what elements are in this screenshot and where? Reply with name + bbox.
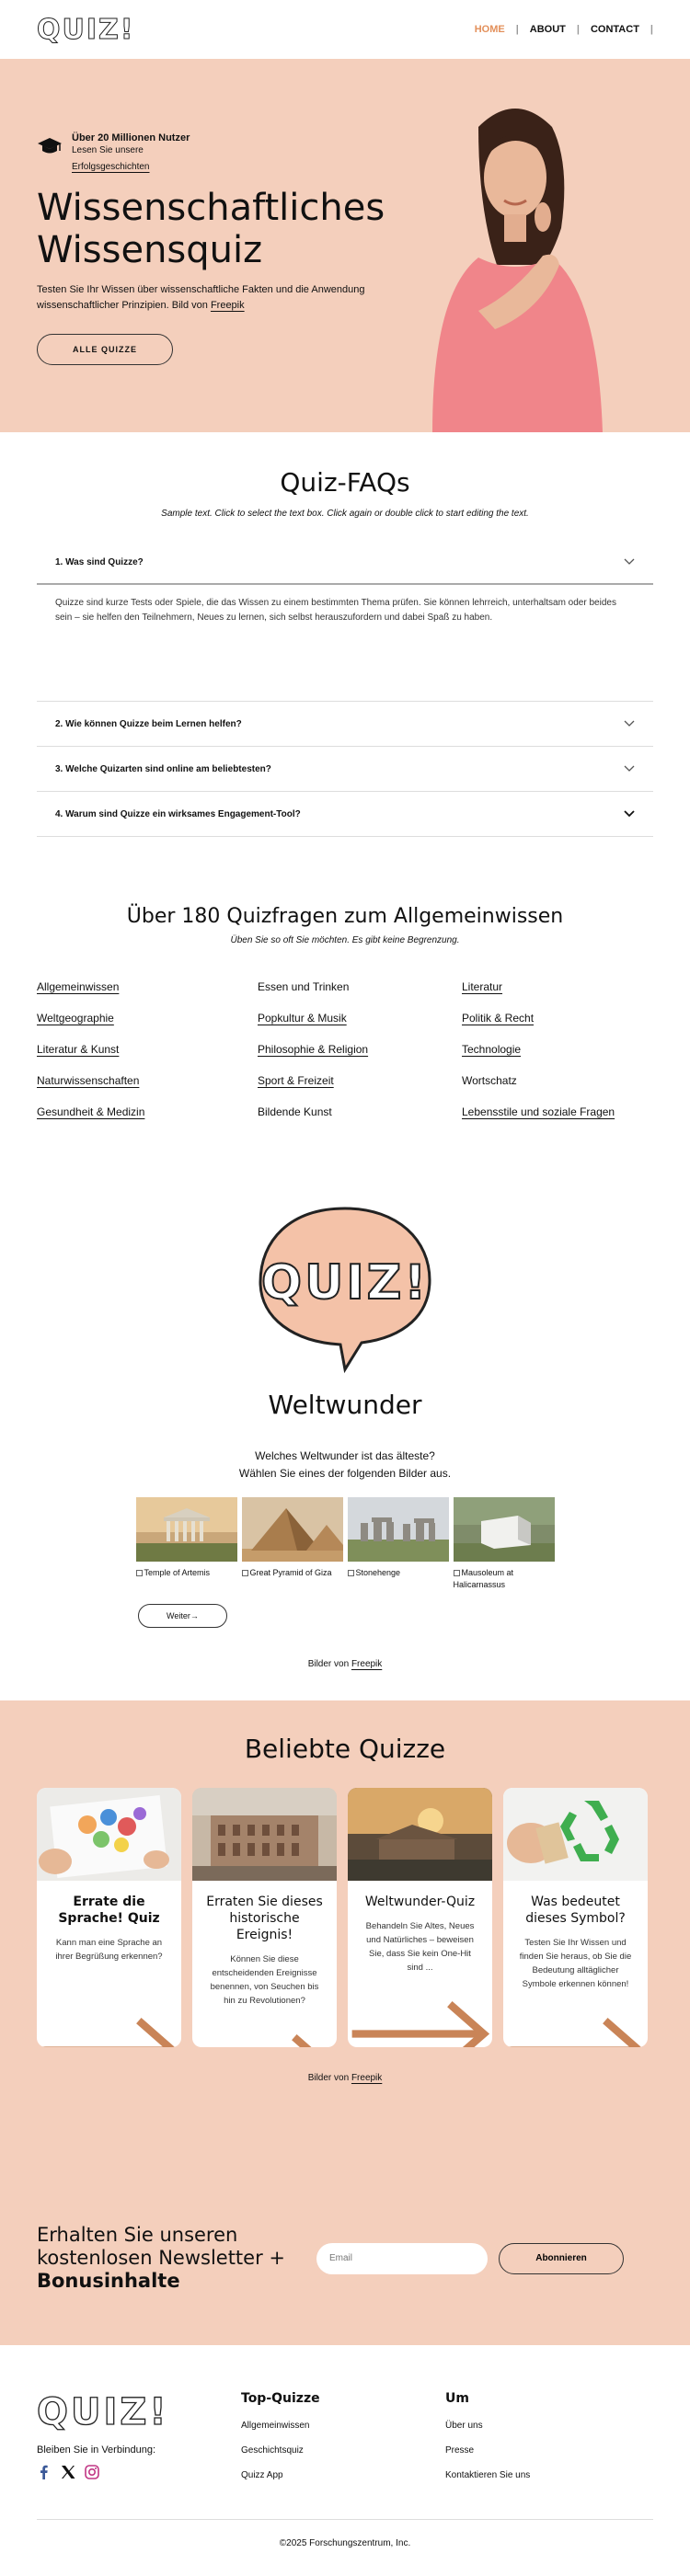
badge-title: Über 20 Millionen Nutzer <box>72 132 190 143</box>
option-stonehenge[interactable] <box>348 1497 449 1591</box>
main-nav <box>464 24 653 35</box>
footer-top-quizzes <box>241 2391 445 2495</box>
wonder-question <box>0 1448 690 1483</box>
faq-item <box>37 541 653 702</box>
faq-item <box>37 702 653 747</box>
hero-title-line1: Wissenschaftliches <box>37 187 385 229</box>
faq-question[interactable] <box>37 702 653 746</box>
quiz-card-title: Was bedeutet dieses Symbol? <box>525 1895 626 1926</box>
email-field[interactable] <box>316 2243 488 2274</box>
chevron-down-icon <box>624 810 635 818</box>
option-label: Stonehenge <box>355 1568 401 1577</box>
quiz-speech-bubble-image <box>253 1199 437 1374</box>
topics-subtitle: Üben Sie so oft Sie möchten. Es gibt keine Begrenzung. <box>230 935 460 945</box>
arrow-right-icon[interactable] <box>192 2021 337 2047</box>
bubble-text: QUIZ! <box>260 1255 430 1311</box>
topics-title: Über 180 Quizfragen zum Allgemeinwissen <box>126 905 564 928</box>
hero-description <box>37 282 386 314</box>
option-mausoleum[interactable] <box>454 1497 555 1591</box>
topic-link[interactable]: Weltgeographie <box>37 1012 114 1025</box>
footer-columns <box>37 2391 653 2495</box>
image-credit <box>0 1659 690 1669</box>
topic-link[interactable]: Technologie <box>462 1043 522 1056</box>
nav-home[interactable]: HOME <box>474 24 505 35</box>
freepik-link[interactable]: Freepik <box>351 1659 383 1669</box>
subscribe-button[interactable]: Abonnieren <box>499 2243 624 2274</box>
copyright: ©2025 Forschungszentrum, Inc. <box>37 2519 653 2548</box>
newsletter-section <box>0 2171 690 2345</box>
quiz-card[interactable] <box>503 1788 648 2047</box>
connect-label: Bleiben Sie in Verbindung: <box>37 2444 156 2456</box>
freepik-link[interactable]: Freepik <box>351 2073 383 2083</box>
credit-text: Bilder von <box>307 2073 350 2083</box>
colosseum-image <box>192 1788 337 1881</box>
topic-label: Bildende Kunst <box>258 1105 332 1118</box>
nav-separator: | <box>515 24 519 35</box>
quiz-card-text: Kann man eine Sprache an ihrer Begrüßung erkennen? <box>55 1938 163 1962</box>
credit-text: Bilder von <box>307 1659 350 1669</box>
arrow-right-icon[interactable] <box>503 2004 648 2047</box>
graduation-cap-icon <box>37 132 63 158</box>
site-logo[interactable]: QUIZ! <box>37 13 135 46</box>
quiz-card-text: Können Sie diese entscheidenden Ereignisse benennen, von Seuchen bis hin zu Revolutionen? <box>210 1954 319 2006</box>
mausoleum-image <box>454 1497 555 1562</box>
faq-item <box>37 792 653 837</box>
newsletter-heading-line1: Erhalten Sie unseren <box>37 2224 238 2246</box>
site-header <box>0 0 690 59</box>
arrow-right-icon[interactable] <box>348 1987 492 2047</box>
footer-link[interactable]: Allgemeinwissen <box>241 2421 310 2431</box>
topic-link[interactable]: Naturwissenschaften <box>37 1074 140 1087</box>
faq-subtitle: Sample text. Click to select the text box. Click again or double click to start editing the text. <box>161 509 529 519</box>
popular-quizzes-section <box>0 1700 690 2171</box>
recycling-symbol-image <box>503 1788 648 1881</box>
footer-logo[interactable]: QUIZ! <box>37 2391 169 2433</box>
newsletter-heading-line2: kostenlosen Newsletter + <box>37 2247 285 2269</box>
option-checkbox[interactable] <box>348 1570 354 1576</box>
topic-link[interactable]: Literatur <box>462 980 503 993</box>
stonehenge-image <box>348 1497 449 1562</box>
topics-grid <box>37 979 653 1120</box>
faq-question-text: 2. Wie können Quizze beim Lernen helfen? <box>55 718 242 729</box>
faq-question-text: 4. Warum sind Quizze ein wirksames Engagement-Tool? <box>55 808 301 819</box>
badge-text: Lesen Sie unsere <box>72 145 144 155</box>
faq-question-text: 3. Welche Quizarten sind online am beliebtesten? <box>55 763 271 774</box>
quiz-card-text: Testen Sie Ihr Wissen und finden Sie heraus, ob Sie die Bedeutung alltäglicher Symbole erkennen können! <box>519 1938 632 1989</box>
chevron-down-icon <box>624 720 635 727</box>
faq-question-text: 1. Was sind Quizze? <box>55 556 144 567</box>
footer-link[interactable]: Kontaktieren Sie uns <box>445 2470 531 2480</box>
newsletter-heading-line3: Bonusinhalte <box>37 2270 180 2292</box>
quiz-card[interactable] <box>37 1788 181 2047</box>
quiz-card-text: Behandeln Sie Altes, Neues und Natürliches – beweisen Sie, dass Sie kein One-Hit sind ... <box>365 1921 475 1973</box>
faq-question[interactable] <box>37 747 653 791</box>
nav-contact[interactable]: CONTACT <box>590 24 639 35</box>
hero-title-line2: Wissensquiz <box>37 229 263 271</box>
topic-link[interactable]: Literatur & Kunst <box>37 1043 120 1056</box>
hero-section <box>0 59 690 432</box>
nav-separator: | <box>576 24 580 35</box>
language-speech-bubbles-image <box>37 1788 181 1881</box>
smiling-woman-image <box>423 99 607 432</box>
freepik-link[interactable]: Freepik <box>210 300 245 311</box>
faq-question[interactable] <box>37 792 653 836</box>
topic-label: Essen und Trinken <box>258 980 350 993</box>
topic-link[interactable]: Philosophie & Religion <box>258 1043 369 1056</box>
all-quizzes-button[interactable]: ALLE QUIZZE <box>37 334 173 365</box>
quiz-card[interactable] <box>348 1788 492 2047</box>
option-checkbox[interactable] <box>454 1570 460 1576</box>
option-label: Mausoleum at Halicarnassus <box>453 1568 514 1589</box>
wonder-question-line1: Welches Weltwunder ist das älteste? <box>255 1449 435 1462</box>
nav-about[interactable]: ABOUT <box>529 24 566 35</box>
option-checkbox[interactable] <box>242 1570 248 1576</box>
ancient-ruins-sunset-image <box>348 1788 492 1881</box>
footer-brand <box>37 2391 241 2495</box>
topic-link[interactable]: Allgemeinwissen <box>37 980 120 993</box>
newsletter-form <box>316 2243 624 2274</box>
chevron-down-icon <box>624 765 635 773</box>
footer-column-title: Top-Quizze <box>241 2391 320 2406</box>
popular-title: Beliebte Quizze <box>244 1734 446 1764</box>
hero-content <box>37 132 386 365</box>
arrow-right-icon[interactable] <box>37 2004 181 2047</box>
quiz-card-title: Errate die Sprache! Quiz <box>58 1895 160 1926</box>
wonder-options <box>138 1497 552 1591</box>
great-pyramid-image <box>242 1497 343 1562</box>
topics-section <box>0 874 690 1175</box>
option-label: Temple of Artemis <box>144 1568 211 1577</box>
hero-title <box>37 187 386 271</box>
quiz-card[interactable] <box>192 1788 337 2047</box>
next-button[interactable]: Weiter→ <box>138 1604 227 1628</box>
wonder-question-line2: Wählen Sie eines der folgenden Bilder aus. <box>238 1467 452 1480</box>
faq-question[interactable] <box>37 541 653 585</box>
quiz-card-title: Weltwunder-Quiz <box>364 1895 476 1909</box>
chevron-down-icon <box>624 558 635 566</box>
option-temple-of-artemis[interactable] <box>136 1497 237 1591</box>
topic-link[interactable]: Gesundheit & Medizin <box>37 1105 145 1118</box>
footer-link[interactable]: Geschichtsquiz <box>241 2445 304 2456</box>
topic-link[interactable]: Sport & Freizeit <box>258 1074 334 1087</box>
users-badge <box>37 132 386 174</box>
footer-link[interactable]: Presse <box>445 2445 475 2456</box>
option-checkbox[interactable] <box>136 1570 143 1576</box>
topic-link[interactable]: Politik & Recht <box>462 1012 535 1025</box>
topic-link[interactable]: Lebensstile und soziale Fragen <box>462 1105 615 1118</box>
faq-answer: Quizze sind kurze Tests oder Spiele, die das Wissen zu einem bestimmten Thema prüfen. Sie können lehrreich, unterhaltsam oder beides sein – sie helfen den Teilnehmern, Neues zu lernen, sich selbst herauszufordern und dabei Spaß zu haben. <box>55 598 616 623</box>
quiz-cards <box>37 1788 653 2047</box>
hero-description-text: Testen Sie Ihr Wissen über wissenschaftliche Fakten und die Anwendung wissenschaftlicher Prinzipien. Bild von <box>37 284 365 311</box>
footer-link[interactable]: Quizz App <box>241 2470 283 2480</box>
faq-title: Quiz-FAQs <box>280 467 410 498</box>
wonder-quiz-section <box>0 1175 690 1700</box>
faq-section <box>0 432 690 874</box>
topic-label: Wortschatz <box>462 1074 517 1087</box>
footer-column-title: Um <box>445 2391 469 2406</box>
footer-link[interactable]: Über uns <box>445 2421 483 2431</box>
newsletter-heading <box>37 2224 285 2293</box>
faq-item <box>37 747 653 792</box>
temple-of-artemis-image <box>136 1497 237 1562</box>
option-label: Great Pyramid of Giza <box>249 1568 332 1577</box>
site-footer <box>0 2345 690 2576</box>
image-credit <box>37 2073 653 2083</box>
quiz-card-title: Erraten Sie dieses historische Ereignis! <box>206 1895 323 1942</box>
topic-link[interactable]: Popkultur & Musik <box>258 1012 347 1025</box>
option-great-pyramid[interactable] <box>242 1497 343 1591</box>
wonder-title: Weltwunder <box>268 1390 422 1420</box>
nav-separator: | <box>650 24 653 35</box>
footer-about <box>445 2391 530 2495</box>
success-stories-link[interactable]: Erfolgsgeschichten <box>72 162 150 172</box>
next-wrap <box>138 1604 552 1628</box>
